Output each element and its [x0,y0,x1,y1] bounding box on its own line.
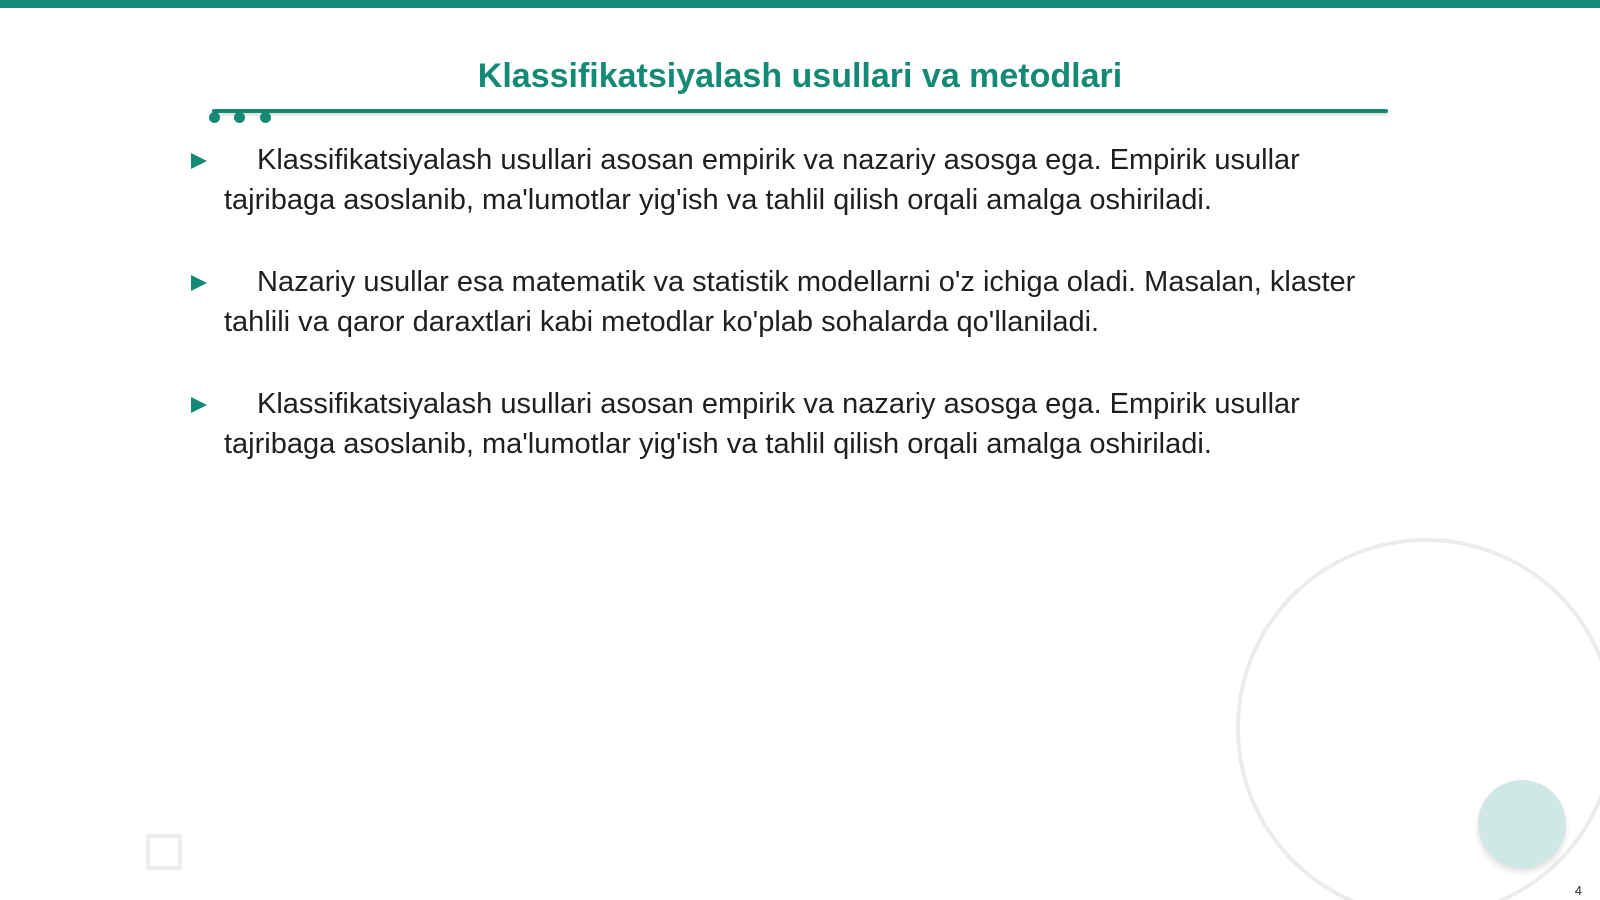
decorative-square [146,834,182,870]
triangle-right-icon [191,153,207,169]
triangle-right-icon [191,397,207,413]
bullet-item [224,140,1374,220]
underline-dot [234,112,245,123]
bullet-text: Klassifikatsiyalash usullari asosan empirik va nazariy asosga ega. Empirik usullar tajribaga asoslanib, ma'lumotlar yig'ish va tahlil qilish orqali amalga oshiriladi. [224,144,1300,216]
title-underline [212,109,1388,113]
triangle-right-icon [191,275,207,291]
bullet-item [224,262,1374,342]
bullet-text: Klassifikatsiyalash usullari asosan empirik va nazariy asosga ega. Empirik usullar tajribaga asoslanib, ma'lumotlar yig'ish va tahlil qilish orqali amalga oshiriladi. [224,388,1300,460]
page-number: 4 [1574,883,1582,898]
decorative-circle [1478,780,1566,868]
bullet-item [224,384,1374,464]
bullet-list [224,140,1374,506]
slide-title: Klassifikatsiyalash usullari va metodlari [477,57,1123,95]
bullet-text: Nazariy usullar esa matematik va statistik modellarni o'z ichiga oladi. Masalan, klaster tahlili va qaror daraxtlari kabi metodlar ko'plab sohalarda qo'llaniladi. [224,266,1356,338]
top-accent-bar [0,0,1600,8]
underline-dot [260,112,271,123]
underline-dot [209,112,220,123]
